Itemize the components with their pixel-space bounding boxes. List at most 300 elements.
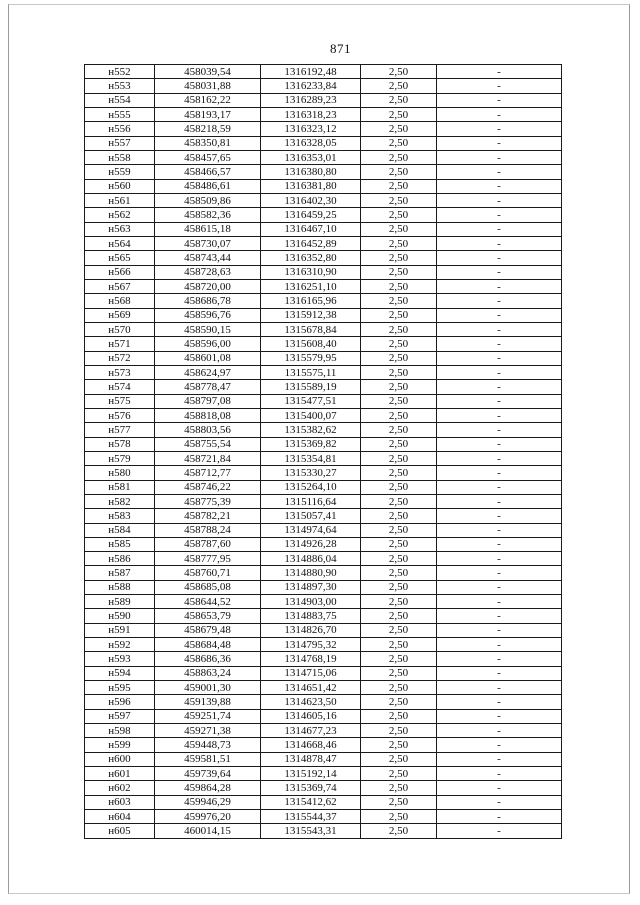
point-id-cell: н576 — [85, 408, 155, 422]
value-cell: 2,50 — [361, 509, 437, 523]
table-row — [85, 365, 562, 379]
y-coordinate-cell: 1315912,38 — [261, 308, 361, 322]
note-cell: - — [437, 222, 562, 236]
table-row — [85, 767, 562, 781]
x-coordinate-cell: 458746,22 — [155, 480, 261, 494]
x-coordinate-cell: 458218,59 — [155, 122, 261, 136]
table-row — [85, 609, 562, 623]
value-cell: 2,50 — [361, 566, 437, 580]
x-coordinate-cell: 458686,36 — [155, 652, 261, 666]
note-cell: - — [437, 65, 562, 79]
table-row — [85, 466, 562, 480]
value-cell: 2,50 — [361, 824, 437, 838]
x-coordinate-cell: 458787,60 — [155, 537, 261, 551]
y-coordinate-cell: 1314903,00 — [261, 595, 361, 609]
note-cell: - — [437, 165, 562, 179]
table-row — [85, 337, 562, 351]
value-cell: 2,50 — [361, 265, 437, 279]
y-coordinate-cell: 1316402,30 — [261, 193, 361, 207]
y-coordinate-cell: 1314677,23 — [261, 724, 361, 738]
x-coordinate-cell: 458596,00 — [155, 337, 261, 351]
table-row — [85, 308, 562, 322]
table-row — [85, 824, 562, 838]
x-coordinate-cell: 458350,81 — [155, 136, 261, 150]
x-coordinate-cell: 458653,79 — [155, 609, 261, 623]
point-id-cell: н593 — [85, 652, 155, 666]
point-id-cell: н602 — [85, 781, 155, 795]
value-cell: 2,50 — [361, 738, 437, 752]
y-coordinate-cell: 1315589,19 — [261, 380, 361, 394]
y-coordinate-cell: 1314795,32 — [261, 638, 361, 652]
point-id-cell: н601 — [85, 767, 155, 781]
note-cell: - — [437, 423, 562, 437]
value-cell: 2,50 — [361, 552, 437, 566]
table-row — [85, 423, 562, 437]
point-id-cell: н572 — [85, 351, 155, 365]
table-row — [85, 165, 562, 179]
x-coordinate-cell: 458863,24 — [155, 666, 261, 680]
value-cell: 2,50 — [361, 208, 437, 222]
value-cell: 2,50 — [361, 609, 437, 623]
point-id-cell: н581 — [85, 480, 155, 494]
value-cell: 2,50 — [361, 394, 437, 408]
value-cell: 2,50 — [361, 93, 437, 107]
x-coordinate-cell: 458193,17 — [155, 107, 261, 121]
y-coordinate-cell: 1315575,11 — [261, 365, 361, 379]
y-coordinate-cell: 1315116,64 — [261, 494, 361, 508]
table-row — [85, 494, 562, 508]
note-cell: - — [437, 365, 562, 379]
y-coordinate-cell: 1316192,48 — [261, 65, 361, 79]
y-coordinate-cell: 1315369,82 — [261, 437, 361, 451]
value-cell: 2,50 — [361, 107, 437, 121]
value-cell: 2,50 — [361, 595, 437, 609]
x-coordinate-cell: 458788,24 — [155, 523, 261, 537]
table-row — [85, 509, 562, 523]
y-coordinate-cell: 1315382,62 — [261, 423, 361, 437]
value-cell: 2,50 — [361, 351, 437, 365]
table-row — [85, 136, 562, 150]
point-id-cell: н589 — [85, 595, 155, 609]
y-coordinate-cell: 1316467,10 — [261, 222, 361, 236]
value-cell: 2,50 — [361, 466, 437, 480]
x-coordinate-cell: 460014,15 — [155, 824, 261, 838]
x-coordinate-cell: 458721,84 — [155, 451, 261, 465]
y-coordinate-cell: 1314768,19 — [261, 652, 361, 666]
value-cell: 2,50 — [361, 666, 437, 680]
point-id-cell: н577 — [85, 423, 155, 437]
point-id-cell: н557 — [85, 136, 155, 150]
note-cell: - — [437, 810, 562, 824]
x-coordinate-cell: 458755,54 — [155, 437, 261, 451]
x-coordinate-cell: 458712,77 — [155, 466, 261, 480]
x-coordinate-cell: 459139,88 — [155, 695, 261, 709]
point-id-cell: н563 — [85, 222, 155, 236]
table-row — [85, 666, 562, 680]
table-row — [85, 93, 562, 107]
note-cell: - — [437, 208, 562, 222]
y-coordinate-cell: 1316381,80 — [261, 179, 361, 193]
point-id-cell: н575 — [85, 394, 155, 408]
point-id-cell: н590 — [85, 609, 155, 623]
point-id-cell: н566 — [85, 265, 155, 279]
note-cell: - — [437, 451, 562, 465]
note-cell: - — [437, 509, 562, 523]
note-cell: - — [437, 666, 562, 680]
value-cell: 2,50 — [361, 294, 437, 308]
y-coordinate-cell: 1316380,80 — [261, 165, 361, 179]
note-cell: - — [437, 695, 562, 709]
y-coordinate-cell: 1314880,90 — [261, 566, 361, 580]
table-row — [85, 552, 562, 566]
y-coordinate-cell: 1316452,89 — [261, 236, 361, 250]
point-id-cell: н560 — [85, 179, 155, 193]
note-cell: - — [437, 294, 562, 308]
value-cell: 2,50 — [361, 781, 437, 795]
y-coordinate-cell: 1315369,74 — [261, 781, 361, 795]
note-cell: - — [437, 494, 562, 508]
table-row — [85, 738, 562, 752]
y-coordinate-cell: 1315264,10 — [261, 480, 361, 494]
note-cell: - — [437, 480, 562, 494]
note-cell: - — [437, 351, 562, 365]
note-cell: - — [437, 236, 562, 250]
table-row — [85, 623, 562, 637]
note-cell: - — [437, 150, 562, 164]
x-coordinate-cell: 459946,29 — [155, 795, 261, 809]
x-coordinate-cell: 458039,54 — [155, 65, 261, 79]
point-id-cell: н571 — [85, 337, 155, 351]
note-cell: - — [437, 824, 562, 838]
point-id-cell: н564 — [85, 236, 155, 250]
point-id-cell: н600 — [85, 752, 155, 766]
table-row — [85, 122, 562, 136]
x-coordinate-cell: 458818,08 — [155, 408, 261, 422]
point-id-cell: н559 — [85, 165, 155, 179]
y-coordinate-cell: 1315608,40 — [261, 337, 361, 351]
y-coordinate-cell: 1315678,84 — [261, 322, 361, 336]
table-row — [85, 580, 562, 594]
note-cell: - — [437, 337, 562, 351]
y-coordinate-cell: 1314886,04 — [261, 552, 361, 566]
table-row — [85, 781, 562, 795]
value-cell: 2,50 — [361, 638, 437, 652]
note-cell: - — [437, 681, 562, 695]
table-row — [85, 150, 562, 164]
point-id-cell: н570 — [85, 322, 155, 336]
y-coordinate-cell: 1314878,47 — [261, 752, 361, 766]
point-id-cell: н591 — [85, 623, 155, 637]
y-coordinate-cell: 1316233,84 — [261, 79, 361, 93]
value-cell: 2,50 — [361, 681, 437, 695]
point-id-cell: н588 — [85, 580, 155, 594]
table-row — [85, 638, 562, 652]
y-coordinate-cell: 1314668,46 — [261, 738, 361, 752]
y-coordinate-cell: 1316310,90 — [261, 265, 361, 279]
note-cell: - — [437, 595, 562, 609]
note-cell: - — [437, 652, 562, 666]
value-cell: 2,50 — [361, 480, 437, 494]
point-id-cell: н594 — [85, 666, 155, 680]
x-coordinate-cell: 458720,00 — [155, 279, 261, 293]
table-row — [85, 566, 562, 580]
table-row — [85, 810, 562, 824]
note-cell: - — [437, 308, 562, 322]
value-cell: 2,50 — [361, 380, 437, 394]
x-coordinate-cell: 459448,73 — [155, 738, 261, 752]
y-coordinate-cell: 1314826,70 — [261, 623, 361, 637]
point-id-cell: н556 — [85, 122, 155, 136]
y-coordinate-cell: 1315544,37 — [261, 810, 361, 824]
y-coordinate-cell: 1314897,30 — [261, 580, 361, 594]
value-cell: 2,50 — [361, 236, 437, 250]
point-id-cell: н584 — [85, 523, 155, 537]
point-id-cell: н603 — [85, 795, 155, 809]
note-cell: - — [437, 408, 562, 422]
x-coordinate-cell: 459739,64 — [155, 767, 261, 781]
value-cell: 2,50 — [361, 423, 437, 437]
x-coordinate-cell: 458775,39 — [155, 494, 261, 508]
x-coordinate-cell: 458684,48 — [155, 638, 261, 652]
y-coordinate-cell: 1315412,62 — [261, 795, 361, 809]
y-coordinate-cell: 1314883,75 — [261, 609, 361, 623]
table-row — [85, 294, 562, 308]
y-coordinate-cell: 1314605,16 — [261, 709, 361, 723]
x-coordinate-cell: 458797,08 — [155, 394, 261, 408]
x-coordinate-cell: 458730,07 — [155, 236, 261, 250]
y-coordinate-cell: 1316459,25 — [261, 208, 361, 222]
value-cell: 2,50 — [361, 365, 437, 379]
note-cell: - — [437, 279, 562, 293]
note-cell: - — [437, 638, 562, 652]
note-cell: - — [437, 466, 562, 480]
y-coordinate-cell: 1314715,06 — [261, 666, 361, 680]
note-cell: - — [437, 107, 562, 121]
y-coordinate-cell: 1315057,41 — [261, 509, 361, 523]
y-coordinate-cell: 1315543,31 — [261, 824, 361, 838]
x-coordinate-cell: 459581,51 — [155, 752, 261, 766]
table-row — [85, 222, 562, 236]
y-coordinate-cell: 1314651,42 — [261, 681, 361, 695]
value-cell: 2,50 — [361, 795, 437, 809]
value-cell: 2,50 — [361, 136, 437, 150]
point-id-cell: н586 — [85, 552, 155, 566]
x-coordinate-cell: 458644,52 — [155, 595, 261, 609]
note-cell: - — [437, 580, 562, 594]
x-coordinate-cell: 458457,65 — [155, 150, 261, 164]
value-cell: 2,50 — [361, 709, 437, 723]
table-row — [85, 65, 562, 79]
x-coordinate-cell: 459251,74 — [155, 709, 261, 723]
page-number: 871 — [330, 41, 351, 56]
point-id-cell: н558 — [85, 150, 155, 164]
x-coordinate-cell: 458624,97 — [155, 365, 261, 379]
note-cell: - — [437, 781, 562, 795]
x-coordinate-cell: 458601,08 — [155, 351, 261, 365]
y-coordinate-cell: 1315477,51 — [261, 394, 361, 408]
point-id-cell: н595 — [85, 681, 155, 695]
x-coordinate-cell: 458803,56 — [155, 423, 261, 437]
note-cell: - — [437, 724, 562, 738]
point-id-cell: н561 — [85, 193, 155, 207]
value-cell: 2,50 — [361, 652, 437, 666]
point-id-cell: н568 — [85, 294, 155, 308]
point-id-cell: н585 — [85, 537, 155, 551]
point-id-cell: н587 — [85, 566, 155, 580]
value-cell: 2,50 — [361, 752, 437, 766]
x-coordinate-cell: 458615,18 — [155, 222, 261, 236]
table-row — [85, 595, 562, 609]
point-id-cell: н583 — [85, 509, 155, 523]
point-id-cell: н580 — [85, 466, 155, 480]
y-coordinate-cell: 1315192,14 — [261, 767, 361, 781]
point-id-cell: н553 — [85, 79, 155, 93]
table-row — [85, 179, 562, 193]
table-row — [85, 351, 562, 365]
x-coordinate-cell: 459001,30 — [155, 681, 261, 695]
table-row — [85, 724, 562, 738]
y-coordinate-cell: 1316318,23 — [261, 107, 361, 121]
note-cell: - — [437, 322, 562, 336]
note-cell: - — [437, 179, 562, 193]
x-coordinate-cell: 458596,76 — [155, 308, 261, 322]
y-coordinate-cell: 1316289,23 — [261, 93, 361, 107]
x-coordinate-cell: 458509,86 — [155, 193, 261, 207]
table-row — [85, 236, 562, 250]
coordinates-table-body — [85, 65, 562, 839]
note-cell: - — [437, 394, 562, 408]
value-cell: 2,50 — [361, 251, 437, 265]
x-coordinate-cell: 458031,88 — [155, 79, 261, 93]
value-cell: 2,50 — [361, 150, 437, 164]
x-coordinate-cell: 459976,20 — [155, 810, 261, 824]
value-cell: 2,50 — [361, 451, 437, 465]
y-coordinate-cell: 1316352,80 — [261, 251, 361, 265]
note-cell: - — [437, 122, 562, 136]
point-id-cell: н579 — [85, 451, 155, 465]
table-row — [85, 437, 562, 451]
note-cell: - — [437, 795, 562, 809]
x-coordinate-cell: 459271,38 — [155, 724, 261, 738]
point-id-cell: н555 — [85, 107, 155, 121]
table-row — [85, 279, 562, 293]
note-cell: - — [437, 437, 562, 451]
value-cell: 2,50 — [361, 494, 437, 508]
table-row — [85, 107, 562, 121]
x-coordinate-cell: 458760,71 — [155, 566, 261, 580]
value-cell: 2,50 — [361, 724, 437, 738]
value-cell: 2,50 — [361, 537, 437, 551]
x-coordinate-cell: 458782,21 — [155, 509, 261, 523]
table-row — [85, 480, 562, 494]
value-cell: 2,50 — [361, 337, 437, 351]
point-id-cell: н552 — [85, 65, 155, 79]
table-row — [85, 652, 562, 666]
table-row — [85, 265, 562, 279]
point-id-cell: н599 — [85, 738, 155, 752]
value-cell: 2,50 — [361, 523, 437, 537]
x-coordinate-cell: 458679,48 — [155, 623, 261, 637]
x-coordinate-cell: 458778,47 — [155, 380, 261, 394]
point-id-cell: н596 — [85, 695, 155, 709]
table-row — [85, 79, 562, 93]
x-coordinate-cell: 458777,95 — [155, 552, 261, 566]
point-id-cell: н567 — [85, 279, 155, 293]
value-cell: 2,50 — [361, 580, 437, 594]
value-cell: 2,50 — [361, 695, 437, 709]
note-cell: - — [437, 609, 562, 623]
x-coordinate-cell: 458728,63 — [155, 265, 261, 279]
x-coordinate-cell: 458582,36 — [155, 208, 261, 222]
note-cell: - — [437, 93, 562, 107]
x-coordinate-cell: 458486,61 — [155, 179, 261, 193]
note-cell: - — [437, 523, 562, 537]
note-cell: - — [437, 709, 562, 723]
point-id-cell: н578 — [85, 437, 155, 451]
x-coordinate-cell: 458466,57 — [155, 165, 261, 179]
y-coordinate-cell: 1315400,07 — [261, 408, 361, 422]
note-cell: - — [437, 136, 562, 150]
table-row — [85, 408, 562, 422]
point-id-cell: н604 — [85, 810, 155, 824]
value-cell: 2,50 — [361, 179, 437, 193]
note-cell: - — [437, 552, 562, 566]
value-cell: 2,50 — [361, 623, 437, 637]
table-row — [85, 380, 562, 394]
y-coordinate-cell: 1314974,64 — [261, 523, 361, 537]
coordinates-table — [84, 64, 562, 839]
y-coordinate-cell: 1315330,27 — [261, 466, 361, 480]
table-row — [85, 537, 562, 551]
x-coordinate-cell: 458162,22 — [155, 93, 261, 107]
note-cell: - — [437, 265, 562, 279]
point-id-cell: н573 — [85, 365, 155, 379]
y-coordinate-cell: 1316328,05 — [261, 136, 361, 150]
table-row — [85, 523, 562, 537]
table-row — [85, 208, 562, 222]
x-coordinate-cell: 458590,15 — [155, 322, 261, 336]
x-coordinate-cell: 459864,28 — [155, 781, 261, 795]
note-cell: - — [437, 738, 562, 752]
table-row — [85, 795, 562, 809]
note-cell: - — [437, 193, 562, 207]
value-cell: 2,50 — [361, 437, 437, 451]
value-cell: 2,50 — [361, 322, 437, 336]
y-coordinate-cell: 1315354,81 — [261, 451, 361, 465]
point-id-cell: н598 — [85, 724, 155, 738]
value-cell: 2,50 — [361, 408, 437, 422]
table-row — [85, 193, 562, 207]
table-row — [85, 451, 562, 465]
value-cell: 2,50 — [361, 65, 437, 79]
value-cell: 2,50 — [361, 79, 437, 93]
point-id-cell: н597 — [85, 709, 155, 723]
x-coordinate-cell: 458743,44 — [155, 251, 261, 265]
point-id-cell: н565 — [85, 251, 155, 265]
point-id-cell: н554 — [85, 93, 155, 107]
note-cell: - — [437, 566, 562, 580]
y-coordinate-cell: 1316251,10 — [261, 279, 361, 293]
note-cell: - — [437, 251, 562, 265]
note-cell: - — [437, 79, 562, 93]
y-coordinate-cell: 1316353,01 — [261, 150, 361, 164]
table-row — [85, 681, 562, 695]
note-cell: - — [437, 752, 562, 766]
y-coordinate-cell: 1316323,12 — [261, 122, 361, 136]
point-id-cell: н592 — [85, 638, 155, 652]
value-cell: 2,50 — [361, 810, 437, 824]
y-coordinate-cell: 1315579,95 — [261, 351, 361, 365]
